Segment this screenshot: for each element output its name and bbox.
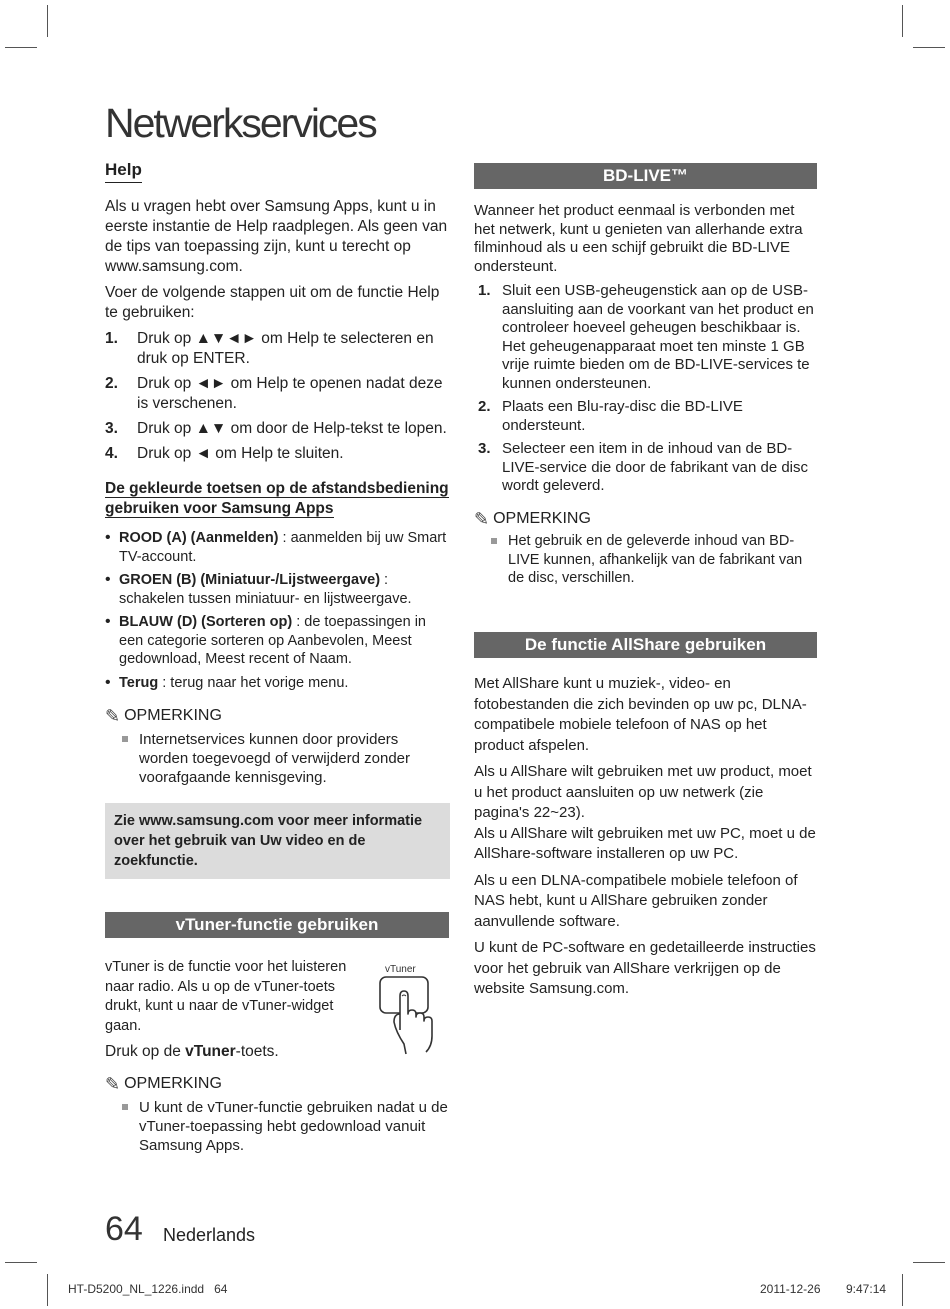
step-text: Selecteer een item in de inhoud van de BD-LIVE-service die door de fabrikant van de disc wordt geleverd. — [502, 440, 808, 494]
press-key: vTuner — [185, 1043, 236, 1060]
allshare-p4: U kunt de PC-software en gedetailleerde instructies voor het gebruik van AllShare verkrijgen op de website Samsung.com. — [474, 939, 816, 997]
crop-mark — [5, 1262, 37, 1263]
list-item — [105, 444, 450, 464]
note-heading — [105, 1074, 450, 1094]
step-text: Plaats een Blu-ray-disc die BD-LIVE ondersteunt. — [502, 398, 743, 434]
help-intro: Als u vragen hebt over Samsung Apps, kunt u in eerste instantie de Help raadplegen. Als geen van de tips van toepassing zijn, kunt u terecht op www.samsung.com. — [105, 198, 448, 275]
note-heading-text: OPMERKING — [493, 509, 591, 527]
crop-mark — [902, 5, 903, 37]
step-number: 2. — [105, 375, 118, 392]
list-item — [105, 674, 450, 693]
allshare-p3: Als u een DLNA-compatibele mobiele telefoon of NAS hebt, kunt u AllShare gebruiken zonder aanvullende software. — [474, 871, 798, 930]
key-text: : schakelen tussen miniatuur- en lijstweergave. — [119, 572, 412, 607]
step-text: Druk op ▲▼◄► om Help te selecteren en druk op — [137, 330, 434, 367]
step-text: . — [245, 350, 250, 367]
step-text: Druk op ◄► om Help te openen nadat deze is verschenen. — [137, 375, 443, 412]
note-list — [105, 730, 450, 787]
list-item: Internetservices kunnen door providers worden toegevoegd of verwijderd zonder voorafgaande kennisgeving. — [105, 730, 450, 787]
press-text: -toets. — [235, 1043, 279, 1060]
crop-mark — [913, 1262, 945, 1263]
key-label: Terug — [119, 674, 159, 691]
vtuner-note — [105, 1074, 450, 1155]
key-text: : terug naar het vorige menu. — [158, 674, 349, 691]
step-number: 4. — [105, 445, 118, 462]
colored-keys-heading — [105, 479, 450, 519]
bdlive-section — [474, 202, 817, 588]
pencil-icon: ✎ — [105, 706, 121, 726]
vtuner-heading: vTuner-functie gebruiken — [105, 912, 449, 938]
imprint-date: 2011-12-26 — [760, 1282, 821, 1296]
imprint-file: HT-D5200_NL_1226.indd 64 — [68, 1282, 228, 1296]
step-number: 2. — [478, 398, 491, 415]
key-text: : de toepassingen in een categorie sorteren op Aanbevolen, Meest gedownload, Meest recent of Naam. — [119, 614, 426, 667]
list-item — [478, 398, 817, 435]
list-item — [105, 571, 450, 608]
crop-mark — [47, 5, 48, 37]
list-item — [105, 374, 450, 414]
allshare-section — [474, 674, 817, 1000]
crop-mark — [902, 1274, 903, 1306]
help-steps — [105, 329, 450, 464]
step-number: 1. — [105, 330, 118, 347]
page-number: 64 — [105, 1210, 143, 1248]
info-box: Zie www.samsung.com voor meer informatie over het gebruik van Uw video en de zoekfunctie. — [105, 803, 450, 879]
crop-mark — [913, 47, 945, 48]
step-key: ENTER — [193, 350, 246, 367]
colored-keys-heading-text: De gekleurde toetsen op de afstandsbediening gebruiken voor Samsung Apps — [105, 480, 449, 517]
crop-mark — [47, 1274, 48, 1306]
pencil-icon: ✎ — [474, 508, 490, 529]
key-text: : aanmelden bij uw Smart TV-account. — [119, 530, 447, 565]
bdlive-steps — [474, 282, 817, 496]
note-heading — [105, 706, 450, 726]
list-item — [478, 282, 817, 393]
help-heading: Help — [105, 160, 142, 183]
crop-mark — [5, 47, 37, 48]
step-text: Sluit een USB-geheugenstick aan op de USB-aansluiting aan de voorkant van het product en controleer hoeveel geheugen beschikbaar is. Het geheugenapparaat moet ten minste 1 GB vrije ruimte bieden om de BD-LIVE-services te kunnen ondersteunen. — [502, 282, 814, 392]
colored-keys-list — [105, 529, 450, 692]
footer-language: Nederlands — [163, 1225, 256, 1245]
list-item — [105, 529, 450, 566]
step-text: Druk op ▲▼ om door de Help-tekst te lopen. — [137, 420, 447, 437]
step-number: 3. — [105, 420, 118, 437]
press-text: Druk op de — [105, 1043, 186, 1060]
list-item — [105, 329, 450, 369]
list-item: Het gebruik en de geleverde inhoud van BD-LIVE kunnen, afhankelijk van de fabrikant van de disc, verschillen. — [474, 532, 817, 588]
key-label: BLAUW (D) (Sorteren op) — [119, 614, 293, 630]
hand-press-button-icon — [374, 974, 438, 1056]
imprint-time: 9:47:14 — [846, 1282, 887, 1296]
vtuner-press — [105, 1042, 365, 1062]
list-item — [478, 440, 817, 496]
list-item: U kunt de vTuner-functie gebruiken nadat u de vTuner-toepassing hebt gedownload vanuit Samsung Apps. — [105, 1098, 450, 1155]
key-label: GROEN (B) (Miniatuur-/Lijstweergave) — [119, 572, 381, 588]
note-heading-text: OPMERKING — [124, 1075, 222, 1092]
vtuner-text: vTuner is de functie voor het luisteren naar radio. Als u op de vTuner-toets drukt, kunt u naar de vTuner-widget gaan. — [105, 959, 347, 1034]
vtuner-button-label: vTuner — [385, 964, 416, 975]
bdlive-heading: BD-LIVE™ — [474, 163, 817, 189]
key-label: ROOD (A) (Aanmelden) — [119, 530, 279, 546]
note-heading-text: OPMERKING — [124, 707, 222, 724]
list-item — [105, 613, 450, 669]
pencil-icon: ✎ — [105, 1074, 121, 1094]
step-number: 1. — [478, 282, 491, 299]
note-list — [105, 1098, 450, 1155]
allshare-p2b: Als u AllShare wilt gebruiken met uw PC, moet u de AllShare-software installeren op uw PC. — [474, 824, 816, 862]
step-number: 3. — [478, 440, 491, 457]
list-item — [105, 419, 450, 439]
allshare-p2a: Als u AllShare wilt gebruiken met uw product, moet u het product aansluiten op uw netwerk (zie pagina's 22~23). — [474, 763, 812, 821]
page-title: Netwerkservices — [105, 100, 376, 146]
step-text: Druk op ◄ om Help te sluiten. — [137, 445, 344, 462]
allshare-p1: Met AllShare kunt u muziek-, video- en fotobestanden die zich bevinden op uw pc, DLNA-compatibele mobiele telefoon of NAS op het product afspelen. — [474, 675, 807, 754]
note-list — [474, 532, 817, 588]
bdlive-intro: Wanneer het product eenmaal is verbonden met het netwerk, kunt u genieten van allerhande extra filminhoud als u een schijf gebruikt die BD-LIVE ondersteunt. — [474, 202, 803, 275]
help-steps-intro: Voer de volgende stappen uit om de functie Help te gebruiken: — [105, 284, 440, 321]
note-heading — [474, 510, 817, 529]
help-section — [105, 160, 450, 879]
allshare-heading: De functie AllShare gebruiken — [474, 632, 817, 658]
